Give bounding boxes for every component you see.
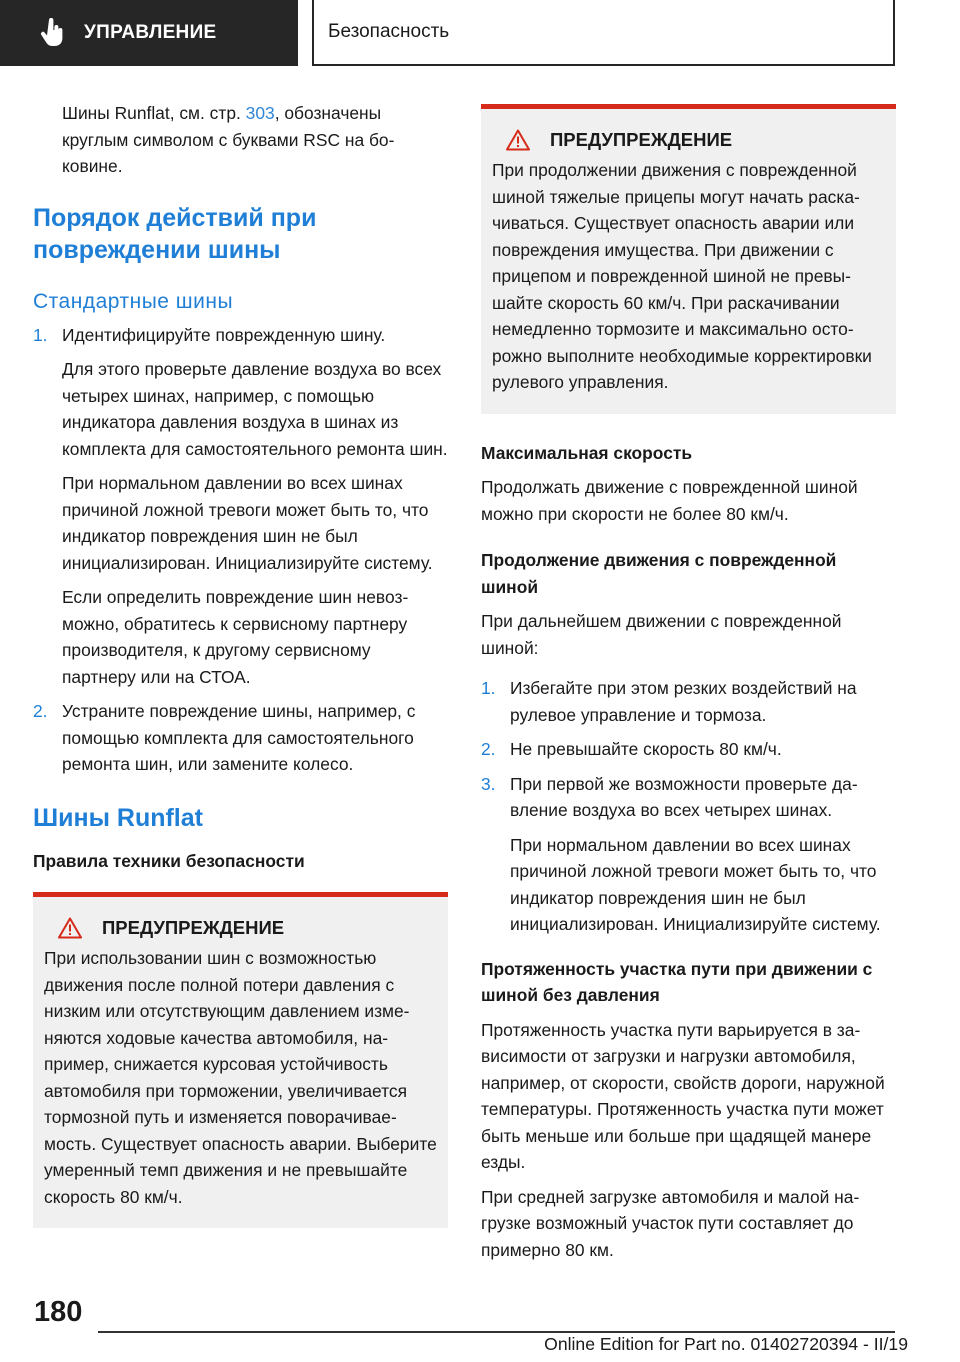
- list-number: 2.: [33, 701, 48, 721]
- list-item: [481, 771, 896, 938]
- warning-triangle-icon: [58, 917, 82, 939]
- heading-safety-rules: Правила техники безопасности: [33, 850, 305, 871]
- list-text: При нормальном давлении во всех шинах причиной ложной тревоги может быть то, что индикатор повреждения шин не был инициализирован. Инициализируйте систему.: [62, 473, 433, 573]
- continue-text: При дальнейшем движении с поврежденной шиной:: [481, 611, 842, 658]
- right-column: [481, 104, 896, 1263]
- intro-text-end: , обозначены круглым символом с буквами RSC на боковине.: [62, 103, 395, 176]
- intro-text-start: Шины Runflat, см. стр.: [62, 103, 246, 123]
- distance-text: Протяженность участка пути варьируется в зависимости от загрузки и нагрузки автомобиля, например, от скорости, свойств дороги, наружной температуры. Протяженность участка пути может быть меньше или больше при щадящей манере езды.: [481, 1019, 885, 1172]
- warning-header: [44, 915, 438, 941]
- page-number: 180: [34, 1296, 83, 1328]
- list-number: 2.: [481, 739, 496, 759]
- list-text: Если определить повреждение шин невозможно, обратитесь к сервисному партнеру производителя, к другому сервисному партнеру или на СТОА.: [62, 587, 409, 687]
- list-text: Не превышайте скорость 80 км/ч.: [510, 739, 782, 759]
- page-link-303[interactable]: 303: [245, 103, 275, 123]
- warning-box: [481, 104, 896, 414]
- heading-runflat: Шины Runflat: [33, 803, 203, 832]
- heading-continue-driving: Продолжение движения с поврежденной шиной: [481, 550, 837, 597]
- list-item: [481, 675, 896, 728]
- header-section-title: УПРАВЛЕНИЕ: [84, 22, 217, 43]
- list-number: 1.: [33, 324, 48, 345]
- list-item: [481, 736, 896, 763]
- warning-triangle-icon: [506, 129, 530, 151]
- list-item: [33, 322, 448, 691]
- warning-title: ПРЕДУПРЕЖДЕНИЕ: [102, 917, 285, 938]
- warning-text: При продолжении движения с поврежденной шиной тяжелые прицепы могут начать раскачиваться. Существует опасность аварии или повреждения имущества. При движении с прицепом и поврежденной шиной не превышайте скорость 60 км/ч. При раскачивании немедленно тормозите и максимально осторожно выполните необходимые корректировки рулевого управления.: [492, 160, 872, 392]
- warning-text: При использовании шин с возможностью движения после полной потери давления с низким или отсутствующим давлением изменяются ходовые качества автомобиля, например, снижается курсовая устойчивость автомобиля при торможении, увеличивается тормозной путь и изменяется поворачиваемость. Существует опасность аварии. Выберите умеренный темп движения и не превышайте скорость 80 км/ч.: [44, 948, 437, 1207]
- list-number: 1.: [481, 678, 496, 698]
- list-text: Для этого проверьте давление воздуха во всех четырех шинах, например, с помощью индикатора давления воздуха в шинах из комплекта для самостоятельного ремонта шин.: [62, 359, 448, 459]
- distance-text: При средней загрузке автомобиля и малой нагрузке возможный участок пути составляет до примерно 80 км.: [481, 1186, 860, 1260]
- list-text: Идентифицируйте поврежденную шину.: [62, 324, 386, 345]
- list-text: При первой же возможности проверьте давление воздуха во всех четырех шинах.: [510, 773, 858, 820]
- hand-pointer-icon: [40, 18, 66, 48]
- list-number: 3.: [481, 773, 496, 794]
- max-speed-text: Продолжать движение с поврежденной шиной можно при скорости не более 80 км/ч.: [481, 477, 858, 524]
- warning-header: [492, 127, 886, 153]
- heading-standard-tires: Стандартные шины: [33, 289, 234, 313]
- header-chapter: [312, 0, 895, 66]
- footer-edition: Online Edition for Part no. 01402720394 - II/19: [544, 1334, 908, 1354]
- list-text: Избегайте при этом резких воздействий на рулевое управление и тормоза.: [510, 678, 857, 725]
- heading-tire-damage: Порядок действий при повреждении шины: [33, 203, 317, 264]
- header-chapter-title: Безопасность: [328, 21, 450, 42]
- heading-max-speed: Максимальная скорость: [481, 442, 693, 463]
- runflat-intro: [33, 100, 448, 180]
- list-item: [33, 698, 448, 778]
- header-section-tab[interactable]: [0, 0, 298, 66]
- list-text: Устраните повреждение шины, например, с помощью комплекта для самостоятельного ремонта шин, или замените колесо.: [62, 701, 416, 774]
- warning-title: ПРЕДУПРЕЖДЕНИЕ: [550, 129, 733, 150]
- heading-distance: Протяженность участка пути при движении с шиной без давления: [481, 958, 873, 1005]
- footer-divider: [98, 1331, 895, 1333]
- left-column: [33, 96, 448, 1228]
- warning-box: [33, 892, 448, 1228]
- list-text: При нормальном давлении во всех шинах причиной ложной тревоги может быть то, что индикатор повреждения шин не был инициализирован. Инициализируйте систему.: [510, 834, 881, 934]
